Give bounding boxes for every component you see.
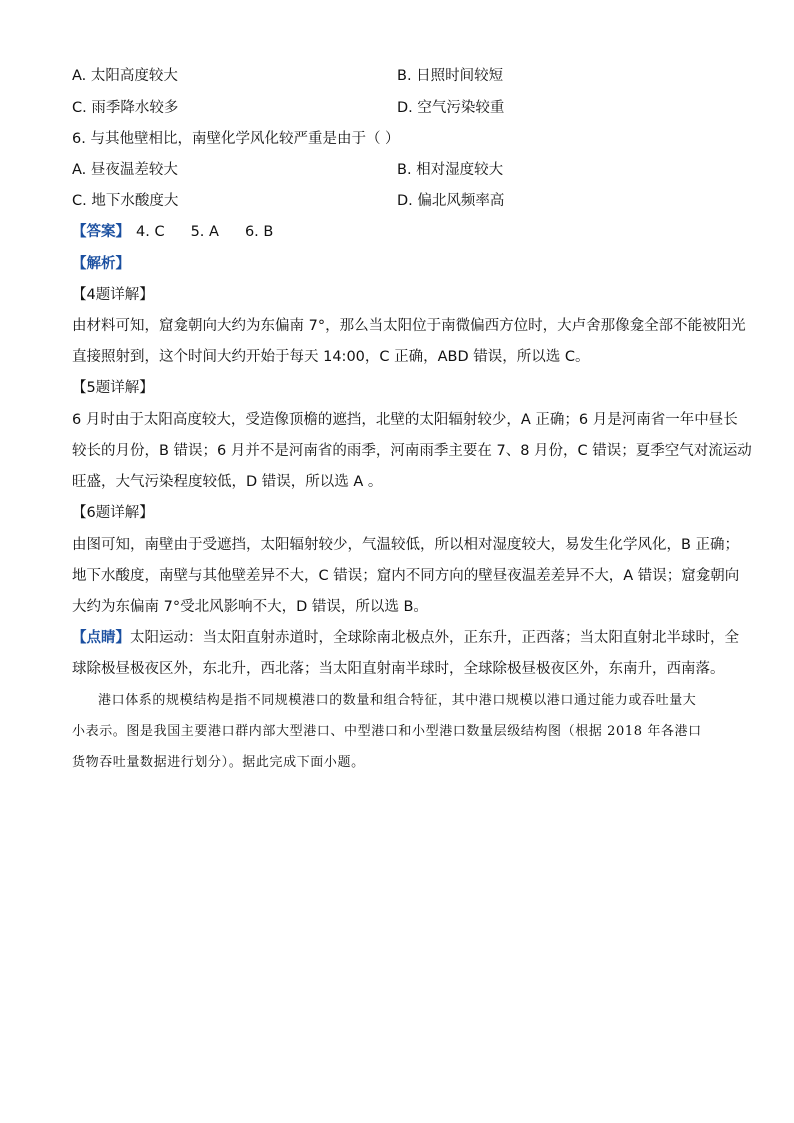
intro-line-1: 港口体系的规模结构是指不同规模港口的数量和组合特征，其中港口规模以港口通过能力或吞吐量大 <box>98 693 697 708</box>
answer-5: 5. A <box>190 224 219 240</box>
q5-option-a: A. 太阳高度较大 <box>72 68 178 84</box>
q6-option-d: D. 偏北风频率高 <box>397 193 505 209</box>
tip-line-1 <box>72 628 739 648</box>
q6-options-row-2 <box>72 191 732 211</box>
q6-option-a: A. 昼夜温差较大 <box>72 162 178 178</box>
detail-5-title: 【5题详解】 <box>72 380 154 396</box>
q5-option-c: C. 雨季降水较多 <box>72 100 179 116</box>
intro-line-3: 货物吞吐量数据进行划分）。据此完成下面小题。 <box>72 755 365 770</box>
detail-5-line-2: 较长的月份，B 错误；6 月并不是河南省的雨季，河南雨季主要在 7、8 月份，C 错误；夏季空气对流运动 <box>72 443 752 459</box>
q6-stem: 6. 与其他壁相比，南壁化学风化较严重是由于（ ） <box>72 131 400 147</box>
answer-label: 【答案】 <box>72 224 130 240</box>
detail-6-line-1: 由图可知，南壁由于受遮挡，太阳辐射较少，气温较低，所以相对湿度较大，易发生化学风化，B 正确； <box>72 537 740 553</box>
detail-4-line-2: 直接照射到，这个时间大约开始于每天 14:00，C 正确，ABD 错误，所以选 C。 <box>72 349 590 365</box>
detail-5-line-3: 旺盛，大气污染程度较低，D 错误，所以选 A 。 <box>72 474 383 490</box>
detail-6-line-2: 地下水酸度，南壁与其他壁差异不大，C 错误；窟内不同方向的壁昼夜温差差异不大，A 错误；窟龛朝向 <box>72 568 740 584</box>
tip-text-1: 太阳运动：当太阳直射赤道时，全球除南北极点外，正东升，正西落；当太阳直射北半球时，全 <box>130 630 739 646</box>
q5-options-row-1 <box>72 66 732 86</box>
detail-5-line-1: 6 月时由于太阳高度较大，受造像顶檐的遮挡，北壁的太阳辐射较少，A 正确；6 月是河南省一年中昼长 <box>72 412 738 428</box>
answer-line <box>72 222 732 242</box>
answer-4: 4. C <box>136 224 165 240</box>
detail-4-line-1: 由材料可知，窟龛朝向大约为东偏南 7°，那么当太阳位于南微偏西方位时，大卢舍那像龛全部不能被阳光 <box>72 318 746 334</box>
answer-6: 6. B <box>244 224 274 240</box>
q6-option-c: C. 地下水酸度大 <box>72 193 179 209</box>
q6-options-row-1 <box>72 160 732 180</box>
q5-option-b: B. 日照时间较短 <box>397 68 504 84</box>
tip-label: 【点睛】 <box>72 630 130 646</box>
q6-option-b: B. 相对湿度较大 <box>397 162 504 178</box>
q5-options-row-2 <box>72 98 732 118</box>
intro-line-2: 小表示。图是我国主要港口群内部大型港口、中型港口和小型港口数量层级结构图（根据 2018 年各港口 <box>72 724 702 739</box>
tip-line-2: 球除极昼极夜区外，东北升，西北落；当太阳直射南半球时，全球除极昼极夜区外，东南升，西南落。 <box>72 661 725 677</box>
q5-option-d: D. 空气污染较重 <box>397 100 505 116</box>
detail-6-title: 【6题详解】 <box>72 505 154 521</box>
detail-4-title: 【4题详解】 <box>72 287 154 303</box>
analysis-label: 【解析】 <box>72 256 130 272</box>
detail-6-line-3: 大约为东偏南 7°受北风影响不大，D 错误，所以选 B。 <box>72 599 428 615</box>
